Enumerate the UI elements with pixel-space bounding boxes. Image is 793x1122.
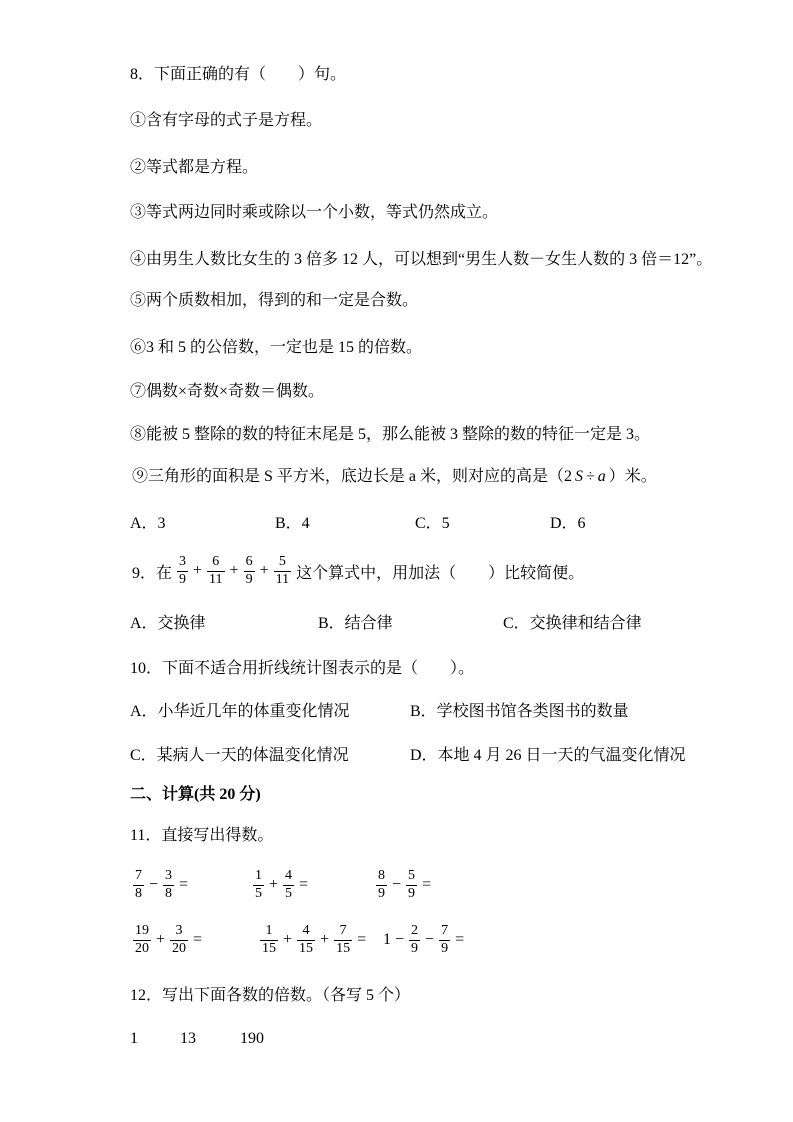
- q11-expressions-row-2: [0, 918, 793, 962]
- q8-statement-1: ①含有字母的式子是方程。: [130, 112, 323, 129]
- q11-expression-4: [130, 918, 204, 962]
- fraction: $\frac{3}{20}$: [172, 922, 187, 956]
- q12-number-2: 13: [180, 1030, 196, 1047]
- expression-text: =: [299, 876, 309, 893]
- expression-text: =: [455, 931, 465, 948]
- fraction: $\frac{4}{5}$: [285, 867, 293, 901]
- q10-stem: 10．下面不适合用折线统计图表示的是（ ）。: [130, 660, 475, 677]
- q10-options-row-2: [0, 745, 793, 767]
- fraction: $\frac{5}{9}$: [408, 867, 416, 901]
- q8-statement-5: ⑤两个质数相加，得到的和一定是合数。: [130, 292, 419, 309]
- expression-text: =: [357, 931, 367, 948]
- q8-statement-6: ⑥3 和 5 的公倍数，一定也是 15 的倍数。: [130, 339, 423, 356]
- expression-text: =: [193, 931, 203, 948]
- q8-option-d: D．6: [550, 515, 586, 532]
- q11-expression-3: [373, 863, 433, 907]
- fraction: $\frac{7}{15}$: [336, 922, 351, 956]
- fraction: $\frac{3}{8}$: [165, 867, 173, 901]
- q10-option-c: C．某病人一天的体温变化情况: [130, 747, 349, 764]
- expression-text: +: [259, 562, 269, 579]
- fraction: $\frac{4}{15}$: [299, 922, 314, 956]
- q8-option-b: B．4: [275, 515, 310, 532]
- expression-text: +: [193, 562, 203, 579]
- expression-text: =: [179, 876, 189, 893]
- q12-stem: 12．写出下面各数的倍数。（各写 5 个）: [130, 987, 411, 1004]
- q11-expression-1: [130, 863, 190, 907]
- expression-text: −: [392, 876, 402, 893]
- q11-stem: 11．直接写出得数。: [130, 827, 274, 844]
- fraction: $\frac{7}{8}$: [135, 867, 142, 901]
- q8-statement-8: ⑧能被 5 整除的数的特征末尾是 5，那么能被 3 整除的数的特征一定是 3。: [130, 426, 651, 443]
- q8-statement-9: [130, 466, 659, 488]
- q9-option-b: B．结合律: [318, 615, 393, 632]
- q8-option-c: C．5: [415, 515, 450, 532]
- q11-expression-2: [250, 863, 310, 907]
- q10-option-a: A．小华近几年的体重变化情况: [130, 703, 350, 720]
- q12-number-3: 190: [240, 1030, 264, 1047]
- expression-text: 1: [383, 931, 391, 948]
- q11-expressions-row-1: [0, 863, 793, 907]
- q8-stem: 8．下面正确的有（ ）句。: [130, 66, 347, 83]
- q8-statement-3: ③等式两边同时乘或除以一个小数，等式仍然成立。: [130, 204, 499, 221]
- q10-options-row-1: [0, 701, 793, 723]
- fraction: $\frac{8}{9}$: [378, 867, 385, 901]
- q8-option-a: A．3: [130, 515, 166, 532]
- expression-text: +: [156, 931, 166, 948]
- expression-text: =: [422, 876, 432, 893]
- fraction: $\frac{7}{9}$: [441, 922, 449, 956]
- fraction: $\frac{5}{11}$: [275, 553, 290, 587]
- q9-option-a: A．交换律: [130, 615, 206, 632]
- fraction: $\frac{1}{15}$: [262, 922, 276, 956]
- q8-statement-4: ④由男生人数比女生的 3 倍多 12 人，可以想到“男生人数－女生人数的 3 倍＝12”。: [130, 251, 713, 268]
- fraction: $\frac{1}{5}$: [255, 867, 262, 901]
- fraction: $\frac{6}{9}$: [245, 553, 253, 587]
- q8-statement-2: ②等式都是方程。: [130, 159, 259, 176]
- q11-expression-5: [257, 918, 368, 962]
- expression-text: +: [269, 876, 279, 893]
- expression-text: −: [395, 931, 405, 948]
- expression-text: ÷: [586, 468, 595, 485]
- section-2-heading: 二、计算(共 20 分): [130, 786, 261, 803]
- q12-number-1: 1: [130, 1030, 138, 1047]
- q9-option-c: C．交换律和结合律: [503, 615, 642, 632]
- fraction: $\frac{6}{11}$: [209, 553, 223, 587]
- fraction: $\frac{3}{9}$: [179, 553, 187, 587]
- fraction: $\frac{19}{20}$: [135, 922, 149, 956]
- expression-text: +: [320, 931, 330, 948]
- expression-text: +: [229, 562, 239, 579]
- expression-text: ⑨三角形的面积是 S 平方米，底边长是 a 米，则对应的高是（2: [132, 468, 573, 485]
- q9-stem: [130, 549, 586, 593]
- expression-text: 这个算式中，用加法（ ）比较简便。: [296, 564, 585, 582]
- expression-text: ）米。: [608, 468, 657, 485]
- expression-text: −: [425, 931, 435, 948]
- q9-options-row: [0, 613, 793, 635]
- expression-text: 9．在: [132, 564, 173, 582]
- q8-options-row: [0, 513, 793, 535]
- fraction: $\frac{2}{9}$: [411, 922, 419, 956]
- math-variable: S: [575, 468, 584, 485]
- q10-option-b: B．学校图书馆各类图书的数量: [410, 703, 629, 720]
- q8-statement-7: ⑦偶数×奇数×奇数＝偶数。: [130, 383, 325, 400]
- q10-option-d: D．本地 4 月 26 日一天的气温变化情况: [410, 747, 686, 764]
- q11-expression-6: [381, 918, 466, 962]
- expression-text: −: [149, 876, 159, 893]
- q12-numbers-row: [0, 1028, 793, 1050]
- math-variable: a: [597, 468, 606, 485]
- expression-text: +: [283, 931, 293, 948]
